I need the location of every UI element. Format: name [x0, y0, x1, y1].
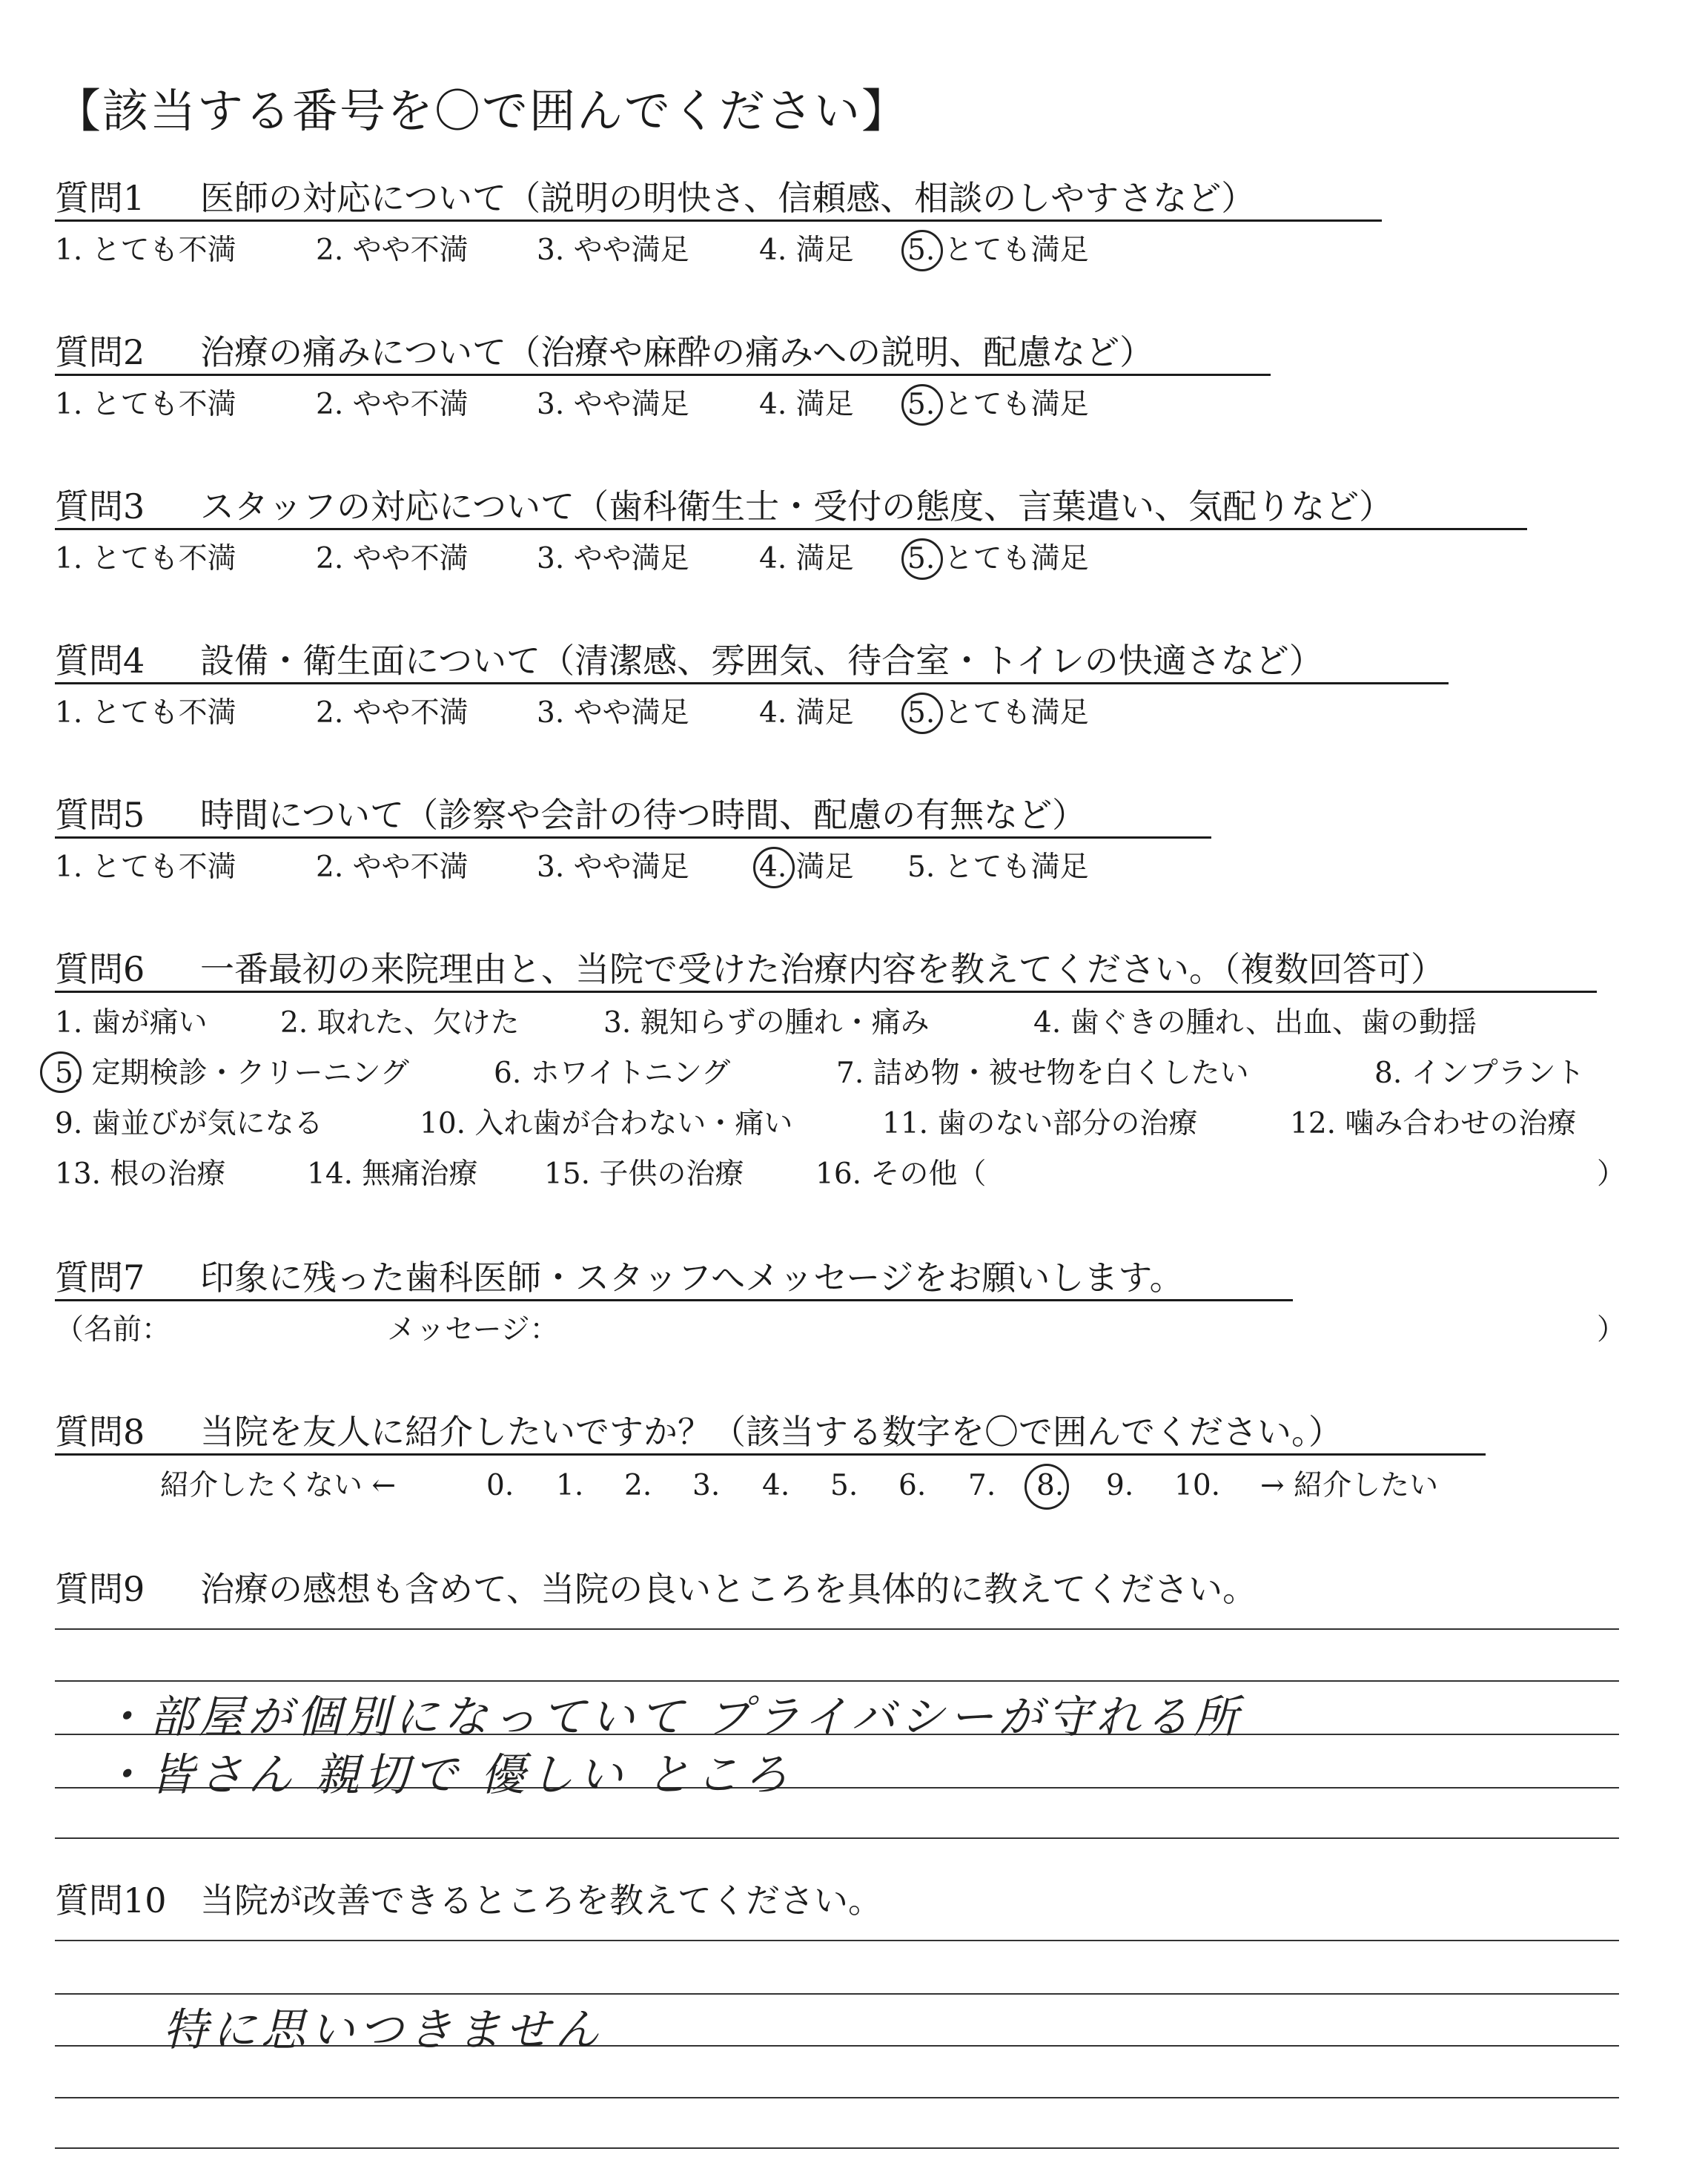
question-text: 治療の痛みについて（治療や麻酔の痛みへの説明、配慮など） [200, 332, 1154, 372]
q6-option[interactable]: 8. インプラント [1374, 1057, 1585, 1090]
question-7 [55, 1258, 1184, 1298]
option-4[interactable]: 4. 満足 [759, 851, 854, 884]
handwritten-answer: ・部屋が個別になっていて プライバシーが守れる所 [101, 1691, 1243, 1743]
question-6 [55, 949, 1445, 989]
question-number: 質問5 [55, 795, 145, 835]
question-text: 医師の対応について（説明の明快さ、信頼感、相談のしやすさなど） [200, 178, 1256, 218]
question-8 [55, 1412, 1343, 1452]
selected-circle [901, 538, 943, 580]
answer-line [55, 2097, 1619, 2098]
selected-circle [1025, 1464, 1069, 1510]
question-number: 質問6 [55, 949, 145, 989]
question-text: 治療の感想も含めて、当院の良いところを具体的に教えてください。 [200, 1569, 1257, 1609]
question-3 [55, 486, 1394, 526]
q6-option[interactable]: 10. 入れ歯が合わない・痛い [420, 1107, 793, 1140]
scale-4[interactable]: 4. [762, 1469, 790, 1502]
selected-circle [901, 384, 943, 426]
form-header: 【該当する番号を〇で囲んでください】 [55, 84, 910, 138]
q6-option[interactable]: 11. 歯のない部分の治療 [882, 1107, 1198, 1140]
message-label: メッセージ： [387, 1313, 559, 1347]
question-text: 設備・衛生面について（清潔感、雰囲気、待合室・トイレの快適さなど） [200, 641, 1323, 681]
question-text: 当院を友人に紹介したいですか？（該当する数字を〇で囲んでください。） [200, 1412, 1343, 1452]
question-5 [55, 795, 1087, 835]
option-4[interactable]: 4. 満足 [759, 696, 854, 730]
answer-line [55, 1940, 1619, 1941]
option-2[interactable]: 2. やや不満 [316, 851, 469, 884]
answer-line [55, 1837, 1619, 1839]
option-1[interactable]: 1. とても不満 [55, 696, 236, 730]
underline [55, 374, 1271, 376]
option-2[interactable]: 2. やや不満 [316, 542, 469, 575]
underline [55, 528, 1527, 530]
scale-6[interactable]: 6. [898, 1469, 927, 1502]
question-number: 質問1 [55, 178, 145, 218]
question-9 [55, 1569, 1257, 1609]
scale-8[interactable]: 8. [1036, 1469, 1065, 1502]
option-1[interactable]: 1. とても不満 [55, 234, 236, 267]
handwritten-answer: ・皆さん 親切で 優しい ところ [101, 1749, 793, 1801]
scale-3[interactable]: 3. [692, 1469, 721, 1502]
option-5[interactable]: 5. とても満足 [907, 851, 1089, 884]
selected-circle [901, 693, 943, 734]
close-paren: ） [1597, 1313, 1626, 1347]
option-1[interactable]: 1. とても不満 [55, 851, 236, 884]
q6-option[interactable]: 5. 定期検診・クリーニング [55, 1057, 409, 1090]
scale-5[interactable]: 5. [830, 1469, 858, 1502]
question-number: 質問4 [55, 641, 145, 681]
scale-0[interactable]: 0. [486, 1469, 514, 1502]
selected-circle [40, 1051, 82, 1093]
question-text: スタッフの対応について（歯科衛生士・受付の態度、言葉遣い、気配りなど） [200, 486, 1394, 526]
question-number: 質問9 [55, 1569, 145, 1609]
question-2 [55, 332, 1154, 372]
q6-option[interactable]: 13. 根の治療 [55, 1157, 226, 1191]
underline [55, 1299, 1293, 1301]
option-3[interactable]: 3. やや満足 [537, 851, 689, 884]
selected-circle [753, 847, 795, 888]
scale-left-label: 紹介したくない ← [160, 1469, 397, 1502]
option-4[interactable]: 4. 満足 [759, 234, 854, 267]
question-10 [55, 1880, 882, 1920]
option-1[interactable]: 1. とても不満 [55, 542, 236, 575]
scale-1[interactable]: 1. [556, 1469, 584, 1502]
option-2[interactable]: 2. やや不満 [316, 234, 469, 267]
q6-option[interactable]: 7. 詰め物・被せ物を白くしたい [836, 1057, 1249, 1090]
q6-option[interactable]: 4. 歯ぐきの腫れ、出血、歯の動揺 [1033, 1006, 1477, 1040]
underline [55, 682, 1449, 684]
scale-10[interactable]: 10. [1174, 1469, 1221, 1502]
q6-option[interactable]: 12. 噛み合わせの治療 [1290, 1107, 1577, 1140]
option-3[interactable]: 3. やや満足 [537, 388, 689, 421]
question-4 [55, 641, 1323, 681]
q6-option-other[interactable]: 16. その他（ [815, 1157, 987, 1191]
option-4[interactable]: 4. 満足 [759, 388, 854, 421]
q6-option[interactable]: 3. 親知らずの腫れ・痛み [603, 1006, 930, 1040]
option-3[interactable]: 3. やや満足 [537, 542, 689, 575]
option-5[interactable]: 5. とても満足 [907, 388, 1089, 421]
option-3[interactable]: 3. やや満足 [537, 234, 689, 267]
question-number: 質問2 [55, 332, 145, 372]
question-text: 印象に残った歯科医師・スタッフへメッセージをお願いします。 [200, 1258, 1184, 1298]
option-1[interactable]: 1. とても不満 [55, 388, 236, 421]
option-2[interactable]: 2. やや不満 [316, 696, 469, 730]
question-number: 質問10 [55, 1880, 167, 1920]
option-5[interactable]: 5. とても満足 [907, 542, 1089, 575]
q6-option[interactable]: 1. 歯が痛い [55, 1006, 208, 1040]
underline [55, 836, 1211, 839]
question-number: 質問8 [55, 1412, 145, 1452]
question-text: 時間について（診察や会計の待つ時間、配慮の有無など） [200, 795, 1087, 835]
option-2[interactable]: 2. やや不満 [316, 388, 469, 421]
q6-option[interactable]: 15. 子供の治療 [544, 1157, 744, 1191]
question-text: 一番最初の来院理由と、当院で受けた治療内容を教えてください。（複数回答可） [200, 949, 1445, 989]
option-5[interactable]: 5. とても満足 [907, 234, 1089, 267]
q6-option[interactable]: 9. 歯並びが気になる [55, 1107, 323, 1140]
answer-line [55, 1628, 1619, 1630]
name-label: （名前： [55, 1313, 171, 1347]
answer-line [55, 2147, 1619, 2149]
scale-7[interactable]: 7. [968, 1469, 996, 1502]
question-1 [55, 178, 1256, 218]
underline [55, 991, 1597, 993]
scale-9[interactable]: 9. [1106, 1469, 1134, 1502]
question-number: 質問7 [55, 1258, 145, 1298]
q6-option[interactable]: 6. ホワイトニング [494, 1057, 731, 1090]
option-4[interactable]: 4. 満足 [759, 542, 854, 575]
close-paren: ） [1597, 1157, 1626, 1191]
q6-option[interactable]: 14. 無痛治療 [307, 1157, 478, 1191]
scale-2[interactable]: 2. [624, 1469, 652, 1502]
underline [55, 219, 1382, 222]
q6-option[interactable]: 2. 取れた、欠けた [280, 1006, 520, 1040]
option-5[interactable]: 5. とても満足 [907, 696, 1089, 730]
option-3[interactable]: 3. やや満足 [537, 696, 689, 730]
handwritten-answer: 特に思いつきません [163, 2004, 603, 2056]
underline [55, 1453, 1486, 1456]
question-text: 当院が改善できるところを教えてください。 [200, 1880, 882, 1920]
selected-circle [901, 230, 943, 271]
question-number: 質問3 [55, 486, 145, 526]
scale-right-label: → 紹介したい [1260, 1469, 1439, 1502]
